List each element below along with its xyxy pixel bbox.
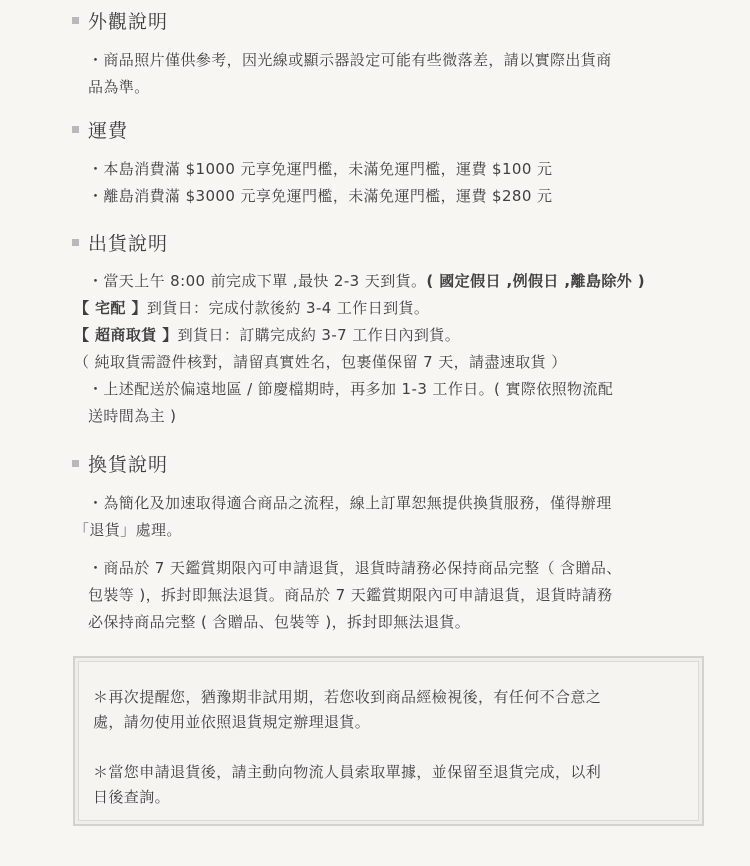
section-title-text: 換貨說明 [88,454,169,476]
appearance-line-1: ・商品照片僅供參考，因光線或顯示器設定可能有些微落差，請以實際出貨商 [88,51,612,69]
store-pickup-text: 到貨日：訂購完成約 3-7 工作日內到貨。 [177,326,461,344]
appearance-line-2: 品為準。 [88,78,150,96]
notice-p1-line-2: 處，請勿使用並依照退貨規定辦理退貨。 [93,713,371,731]
exchange-para2-line-2: 包裝等 )，拆封即無法退貨。商品於 7 天鑑賞期限內可申請退貨，退貨時請務 [88,586,613,604]
section-title-text: 運費 [88,120,129,142]
shipping-fee-line-2: ・離島消費滿 $3000 元享免運門檻，未滿免運門檻，運費 $280 元 [88,187,553,205]
home-delivery-text: 到貨日：完成付款後約 3-4 工作日到貨。 [146,299,430,317]
exchange-para1-line-1: ・為簡化及加速取得適合商品之流程，線上訂單恕無提供換貨服務，僅得辦理 [88,494,612,512]
shipping-info-line-1-text: ・當天上午 8:00 前完成下單 ,最快 2-3 天到貨。 [88,272,427,290]
notice-p2-line-1: ＊當您申請退貨後，請主動向物流人員索取單據，並保留至退貨完成，以利 [93,763,602,781]
store-pickup-label: 【 超商取貨 】 [74,326,178,344]
exchange-para1-line-2: 「退貨」處理。 [74,521,182,539]
store-pickup-note: （ 純取貨需證件核對，請留真實姓名，包裹僅保留 7 天，請盡速取貨 ） [74,353,567,371]
shipping-info-line-1 [88,270,645,291]
square-bullet-icon [72,17,79,24]
section-title-exchange [72,450,168,477]
square-bullet-icon [72,126,79,133]
remote-area-line-2: 送時間為主 ) [88,407,177,425]
notice-p2-line-2: 日後查詢。 [93,788,171,806]
home-delivery-label: 【 宅配 】 [74,299,147,317]
section-title-appearance [72,7,168,34]
return-notice-box [73,656,704,826]
square-bullet-icon [72,460,79,467]
holiday-exclusion-note: ( 國定假日 ,例假日 ,離島除外 ) [426,272,646,290]
home-delivery-line [74,297,429,318]
section-title-shipping-fee [72,116,128,143]
remote-area-line-1: ・上述配送於偏遠地區 / 節慶檔期時，再多加 1-3 工作日。( 實際依照物流配 [88,380,614,398]
exchange-para2-line-3: 必保持商品完整 ( 含贈品、包裝等 )，拆封即無法退貨。 [88,613,471,631]
section-title-shipping-info [72,229,168,256]
exchange-para2-line-1: ・商品於 7 天鑑賞期限內可申請退貨，退貨時請務必保持商品完整（ 含贈品、 [88,559,622,577]
store-pickup-line [74,324,460,345]
notice-p1-line-1: ＊再次提醒您，猶豫期非試用期，若您收到商品經檢視後，有任何不合意之 [93,688,602,706]
section-title-text: 外觀說明 [88,11,169,33]
shipping-fee-line-1: ・本島消費滿 $1000 元享免運門檻，未滿免運門檻，運費 $100 元 [88,160,553,178]
section-title-text: 出貨說明 [88,233,169,255]
square-bullet-icon [72,239,79,246]
